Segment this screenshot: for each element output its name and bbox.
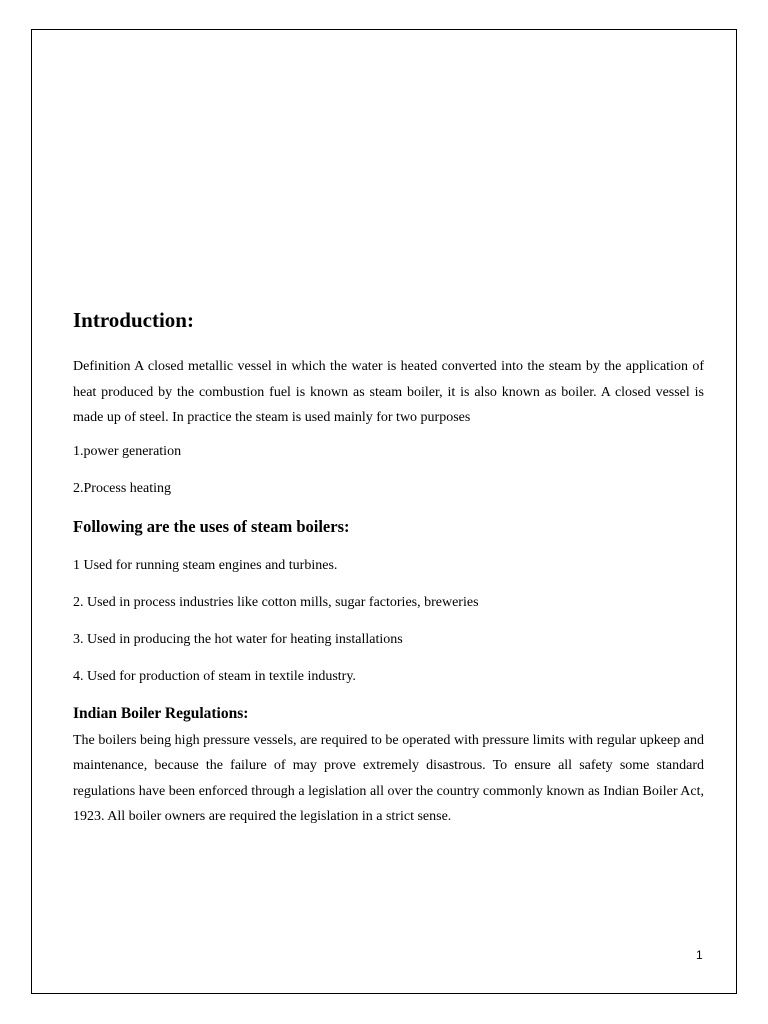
uses-heading: Following are the uses of steam boilers:: [73, 516, 350, 536]
use-item: 4. Used for production of steam in textile industry.: [73, 668, 356, 684]
document-body: [73, 306, 704, 830]
regulations-heading: Indian Boiler Regulations:: [73, 704, 249, 722]
use-item: 3. Used in producing the hot water for heating installations: [73, 631, 403, 647]
page-number: 1: [696, 948, 703, 962]
regulations-paragraph: The boilers being high pressure vessels, are required to be operated with pressure limits with regular upkeep and maintenance, because the failure of may prove extremely disastrous. To ensure all safety some standard regulations have been enforced through a legislation all over the country commonly known as Indian Boiler Act, 1923. All boiler owners are required the legislation in a strict sense.: [73, 732, 704, 824]
use-item: 1 Used for running steam engines and turbines.: [73, 557, 338, 573]
use-item: 2. Used in process industries like cotton mills, sugar factories, breweries: [73, 594, 479, 610]
purpose-item: 2.Process heating: [73, 480, 171, 496]
purpose-item: 1.power generation: [73, 443, 182, 459]
introduction-heading: Introduction:: [73, 308, 194, 332]
definition-paragraph: Definition A closed metallic vessel in which the water is heated converted into the steam by the application of heat produced by the combustion fuel is known as steam boiler, it is also known as boiler. A closed vessel is made up of steel. In practice the steam is used mainly for two purposes: [73, 359, 704, 425]
